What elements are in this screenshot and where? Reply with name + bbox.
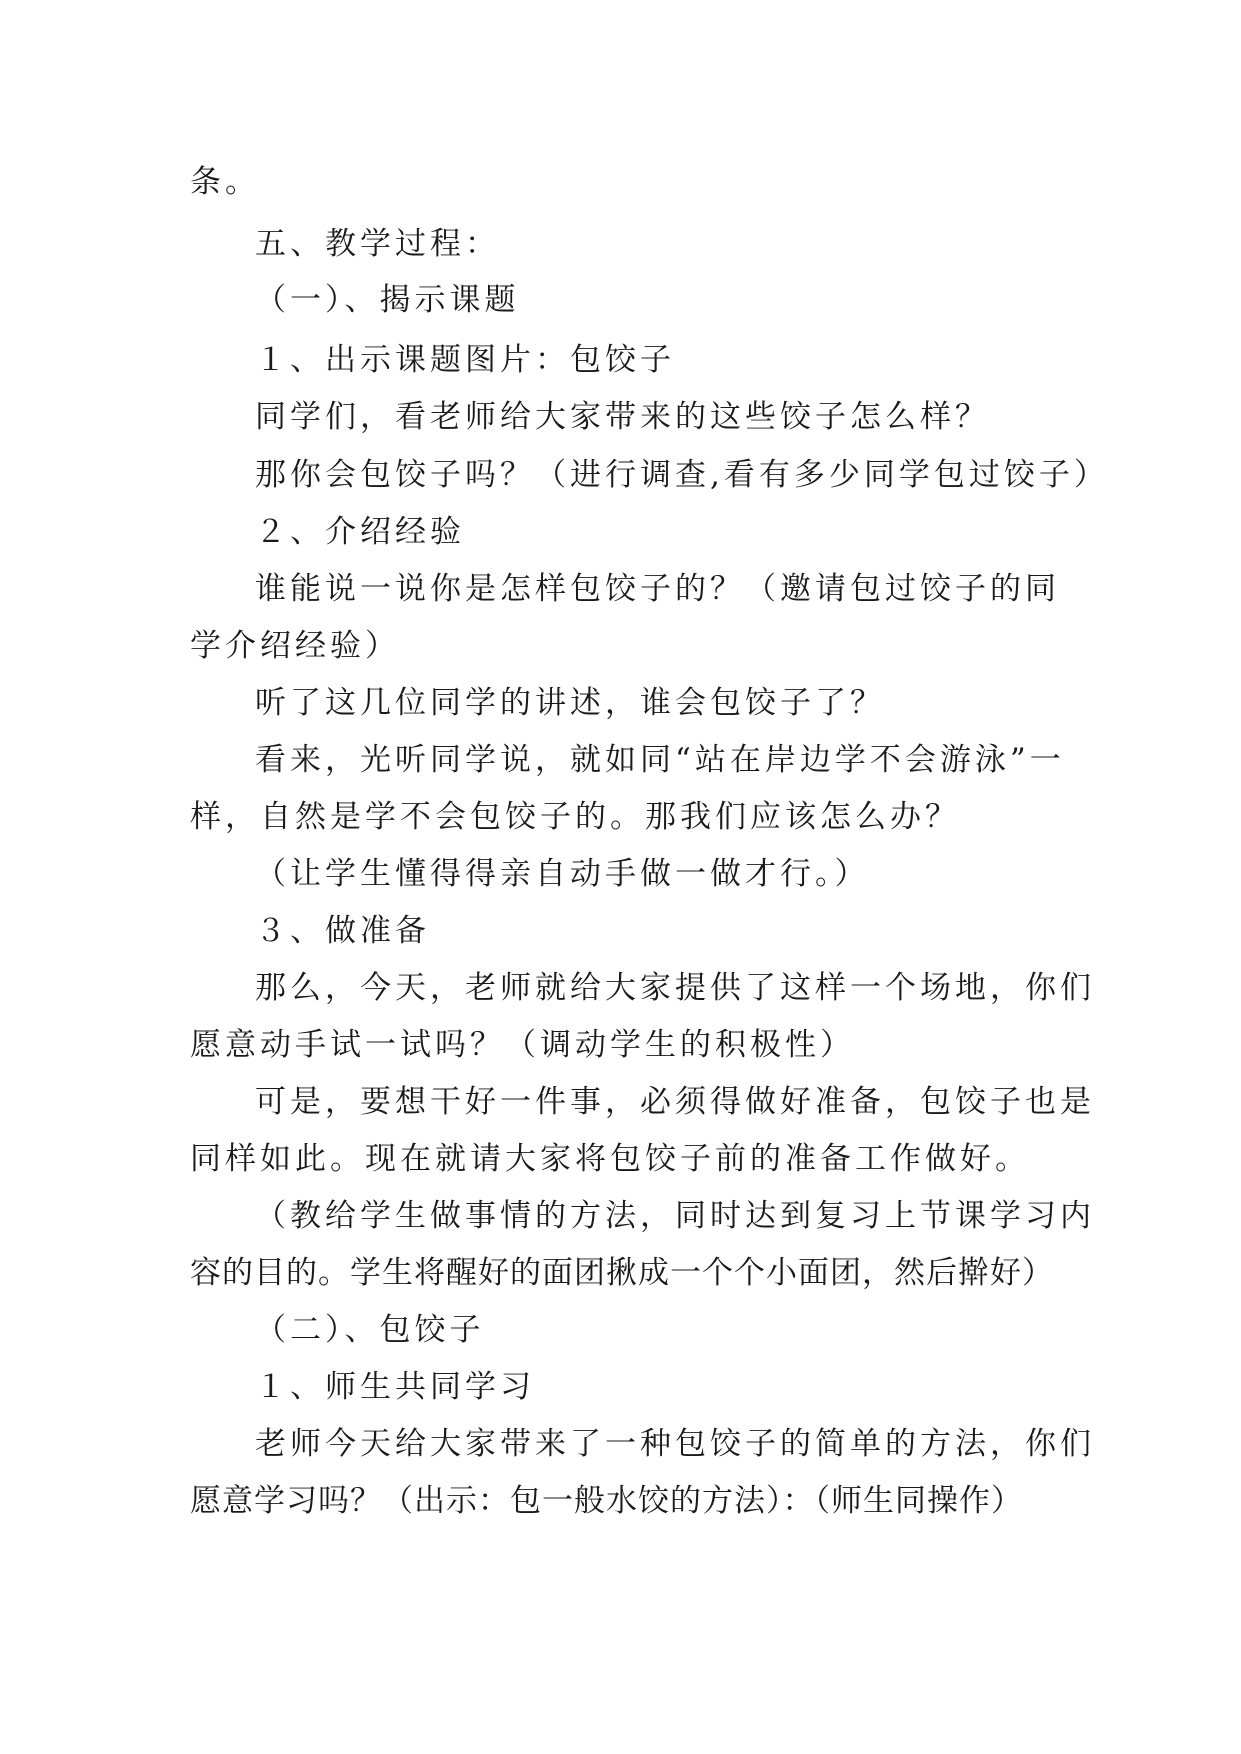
text-line-15: 那么，今天，老师就给大家提供了这样一个场地，你们 <box>255 970 1095 1006</box>
text-line-5: 同学们，看老师给大家带来的这些饺子怎么样？ <box>255 399 990 435</box>
text-line-13: （让学生懂得得亲自动手做一做才行。） <box>255 856 870 892</box>
text-line-1: 条。 <box>190 164 260 200</box>
text-line-12: 样，自然是学不会包饺子的。那我们应该怎么办？ <box>190 799 960 835</box>
step-heading-2: ２、介绍经验 <box>255 514 465 550</box>
step-heading-teacher-student-learning: １、师生共同学习 <box>255 1369 535 1405</box>
subsection-heading-reveal-topic: （一）、揭示课题 <box>255 282 520 318</box>
text-line-19: （教给学生做事情的方法，同时达到复习上节课学习内 <box>255 1198 1095 1234</box>
text-line-8: 谁能说一说你是怎样包饺子的？（邀请包过饺子的同 <box>255 571 1060 607</box>
text-line-24: 愿意学习吗？（出示：包一般水饺的方法）：（师生同操作） <box>190 1483 1023 1519</box>
text-line-16: 愿意动手试一试吗？（调动学生的积极性） <box>190 1027 855 1063</box>
text-line-18: 同样如此。现在就请大家将包饺子前的准备工作做好。 <box>190 1141 1030 1177</box>
text-line-11: 看来，光听同学说，就如同“站在岸边学不会游泳”一 <box>255 742 1065 778</box>
text-line-10: 听了这几位同学的讲述，谁会包饺子了？ <box>255 685 885 721</box>
step-heading-3: ３、做准备 <box>255 913 430 949</box>
step-heading-1: １、出示课题图片：包饺子 <box>255 342 675 378</box>
text-line-9: 学介绍经验） <box>190 628 400 664</box>
section-heading-teaching-process: 五、教学过程： <box>255 226 500 262</box>
text-line-23: 老师今天给大家带来了一种包饺子的简单的方法，你们 <box>255 1426 1095 1462</box>
subsection-heading-make-dumplings: （二）、包饺子 <box>255 1312 485 1348</box>
text-line-20: 容的目的。学生将醒好的面团揪成一个个小面团，然后擀好） <box>190 1255 1054 1291</box>
text-line-6: 那你会包饺子吗？（进行调查,看有多少同学包过饺子） <box>255 457 1109 493</box>
text-line-17: 可是，要想干好一件事，必须得做好准备，包饺子也是 <box>255 1084 1095 1120</box>
